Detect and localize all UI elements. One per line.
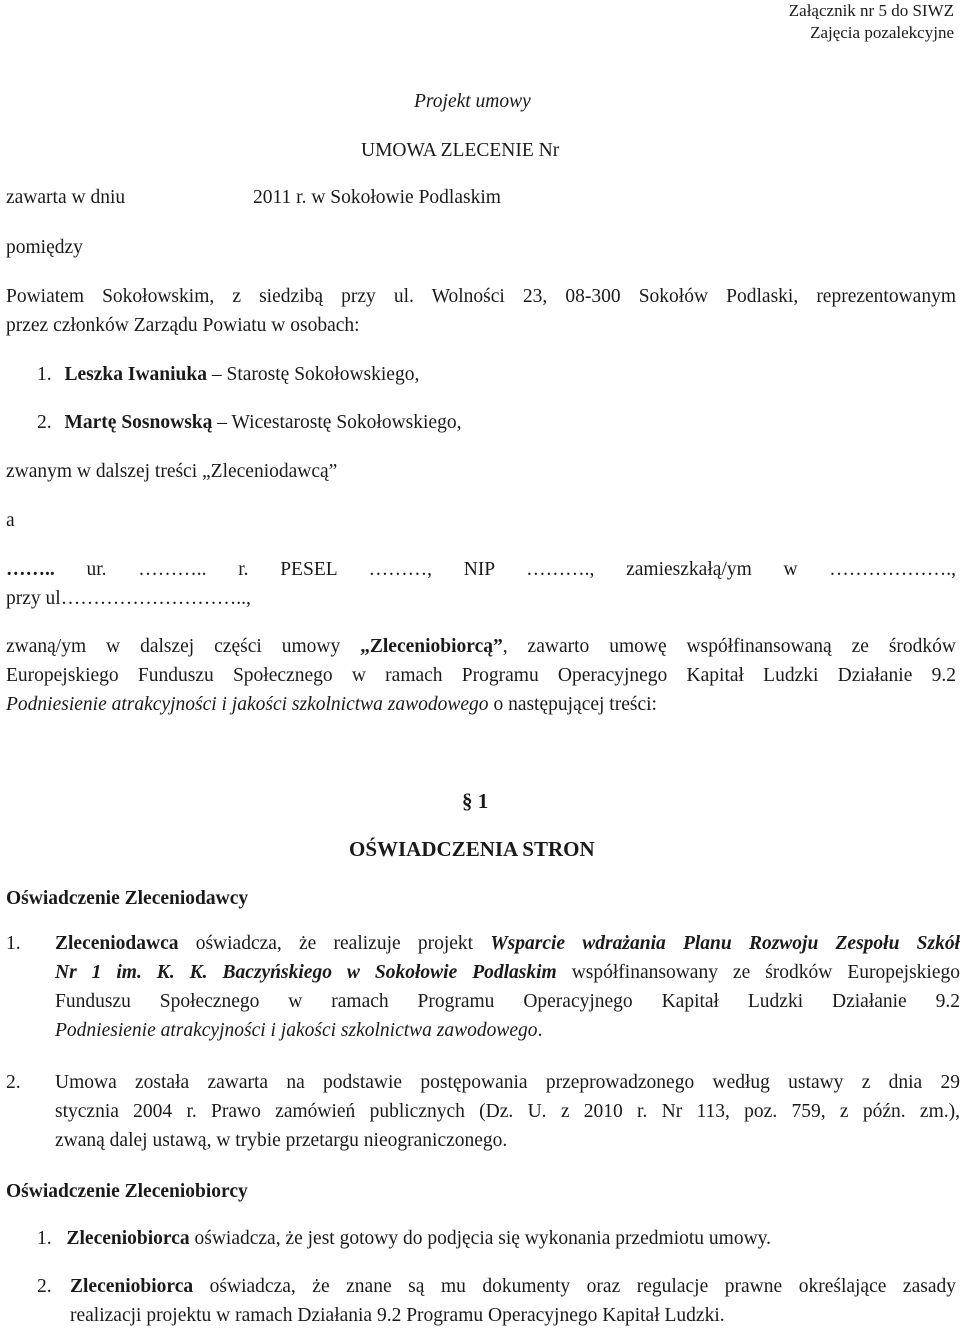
date-place: 2011 r. w Sokołowie Podlaskim xyxy=(253,187,501,208)
birthdate-dots: ……….. xyxy=(138,559,207,580)
residence-label: , zamieszkałą/ym w xyxy=(589,559,830,580)
representative-2 xyxy=(37,408,461,437)
rep1-number: 1. xyxy=(37,364,52,385)
rep1-name: Leszka Iwaniuka xyxy=(64,364,207,385)
attachment-subject: Zajęcia pozalekcyjne xyxy=(810,23,954,42)
item1-line1 xyxy=(55,929,960,958)
party2-line2 xyxy=(6,584,956,613)
program-measure-2: Podniesienie atrakcyjności i jakości szkolnictwa zawodowego xyxy=(55,1020,538,1041)
item2-line2: stycznia 2004 r. Prawo zamówień publicznych (Dz. U. z 2010 r. Nr 113, poz. 759, z późn. zm.), xyxy=(55,1101,960,1122)
name-dots: …….. xyxy=(6,559,55,580)
item1-text-a: oświadcza, że realizuje projekt xyxy=(178,933,491,954)
residence-dots: ………………. xyxy=(829,559,952,580)
residence-comma: , xyxy=(951,559,956,580)
intro-text-b: , zawarto umowę współfinansowaną ze środków xyxy=(502,636,956,657)
client-declaration-heading: Oświadczenie Zleceniobiorcy xyxy=(6,1181,248,1202)
item1-line2 xyxy=(55,958,960,987)
party1-called: zwanym w dalszej treści „Zleceniodawcą” xyxy=(6,461,338,482)
contract-title: UMOWA ZLECENIE Nr xyxy=(361,140,560,161)
project-title-1: Wsparcie wdrażania Planu Rozwoju Zespołu Szkół xyxy=(490,933,960,954)
item-number: 2. xyxy=(37,1276,52,1297)
item-body xyxy=(55,929,960,1045)
intro-line1 xyxy=(6,632,956,661)
item-body xyxy=(70,1272,956,1330)
item-text: oświadcza, że jest gotowy do podjęcia się wykonania przedmiotu umowy. xyxy=(189,1228,772,1249)
item1-end: . xyxy=(537,1020,543,1041)
item-body xyxy=(55,1068,960,1155)
birth-label: ur. xyxy=(54,559,139,580)
and-label: a xyxy=(6,510,15,531)
party1-line2: przez członków Zarządu Powiatu w osobach: xyxy=(6,315,360,336)
item-number: 2. xyxy=(6,1072,21,1093)
client-item2-line2: realizacji projektu w ramach Działania 9.2 Programu Operacyjnego Kapitał Ludzki. xyxy=(70,1305,725,1326)
client-item2-line1 xyxy=(70,1272,956,1301)
project-title-2: Nr 1 im. K. K. Baczyńskiego w Sokołowie Podlaskim xyxy=(55,962,557,983)
party1-line1: Powiatem Sokołowskim, z siedzibą przy ul. Wolności 23, 08-300 Sokołów Podlaski, reprezentowanym xyxy=(6,286,956,307)
contractor-bold: Zleceniobiorca xyxy=(66,1228,190,1249)
rep2-role: – Wicestarostę Sokołowskiego, xyxy=(212,412,462,433)
program-measure: Podniesienie atrakcyjności i jakości szkolnictwa zawodowego xyxy=(6,694,489,715)
section-title: OŚWIADCZENIA STRON xyxy=(349,837,595,861)
pesel-label: r. PESEL xyxy=(206,559,369,580)
nip-dots: ………. xyxy=(526,559,590,580)
representative-1 xyxy=(37,360,419,389)
concluded-label: zawarta w dniu xyxy=(6,187,126,208)
item-number: 1. xyxy=(6,933,21,954)
item1-text-b: współfinansowany ze środków Europejskiego xyxy=(556,962,960,983)
street-comma: , xyxy=(245,588,251,609)
rep2-number: 2. xyxy=(37,412,52,433)
contractor-bold: Zleceniobiorca xyxy=(70,1276,194,1297)
intro-text-a: zwaną/ym w dalszej części umowy xyxy=(6,636,361,657)
contractor-term: „Zleceniobiorcą” xyxy=(360,636,503,657)
intro-paragraph xyxy=(6,632,956,719)
item1-line3: Funduszu Społecznego w ramach Programu Operacyjnego Kapitał Ludzki Działanie 9.2 xyxy=(55,991,960,1012)
between-label: pomiędzy xyxy=(6,237,83,258)
nip-label: , NIP xyxy=(427,559,527,580)
project-label: Projekt umowy xyxy=(414,91,531,112)
street-dots: ……………………….. xyxy=(60,588,246,609)
document-header xyxy=(789,0,954,44)
contractor-bold: Zleceniodawca xyxy=(55,933,179,954)
rep1-role: – Starostę Sokołowskiego, xyxy=(207,364,420,385)
intro-text-c: o następującej treści: xyxy=(488,694,657,715)
intro-line3 xyxy=(6,690,956,719)
item-number: 1. xyxy=(37,1228,52,1249)
item2-line1: Umowa została zawarta na podstawie postępowania przeprowadzonego według ustawy z dnia 29 xyxy=(55,1072,960,1093)
section-number: § 1 xyxy=(462,789,489,813)
contractor-declaration-heading: Oświadczenie Zleceniodawcy xyxy=(6,888,249,909)
party2-details xyxy=(6,555,956,613)
intro-line2: Europejskiego Funduszu Społecznego w ramach Programu Operacyjnego Kapitał Ludzki Działanie 9.2 xyxy=(6,665,956,686)
item2-line3: zwaną dalej ustawą, w trybie przetargu nieograniczonego. xyxy=(55,1130,508,1151)
item-text: oświadcza, że znane są mu dokumenty oraz regulacje prawne określające zasady xyxy=(193,1276,956,1297)
rep2-name: Martę Sosnowską xyxy=(64,412,213,433)
party2-line1 xyxy=(6,555,956,584)
client-declaration-item-1 xyxy=(37,1224,771,1253)
street-label: przy ul xyxy=(6,588,61,609)
item1-line4 xyxy=(55,1016,960,1045)
pesel-dots: ……… xyxy=(368,559,428,580)
attachment-label: Załącznik nr 5 do SIWZ xyxy=(788,1,954,20)
party1-description xyxy=(6,282,956,340)
